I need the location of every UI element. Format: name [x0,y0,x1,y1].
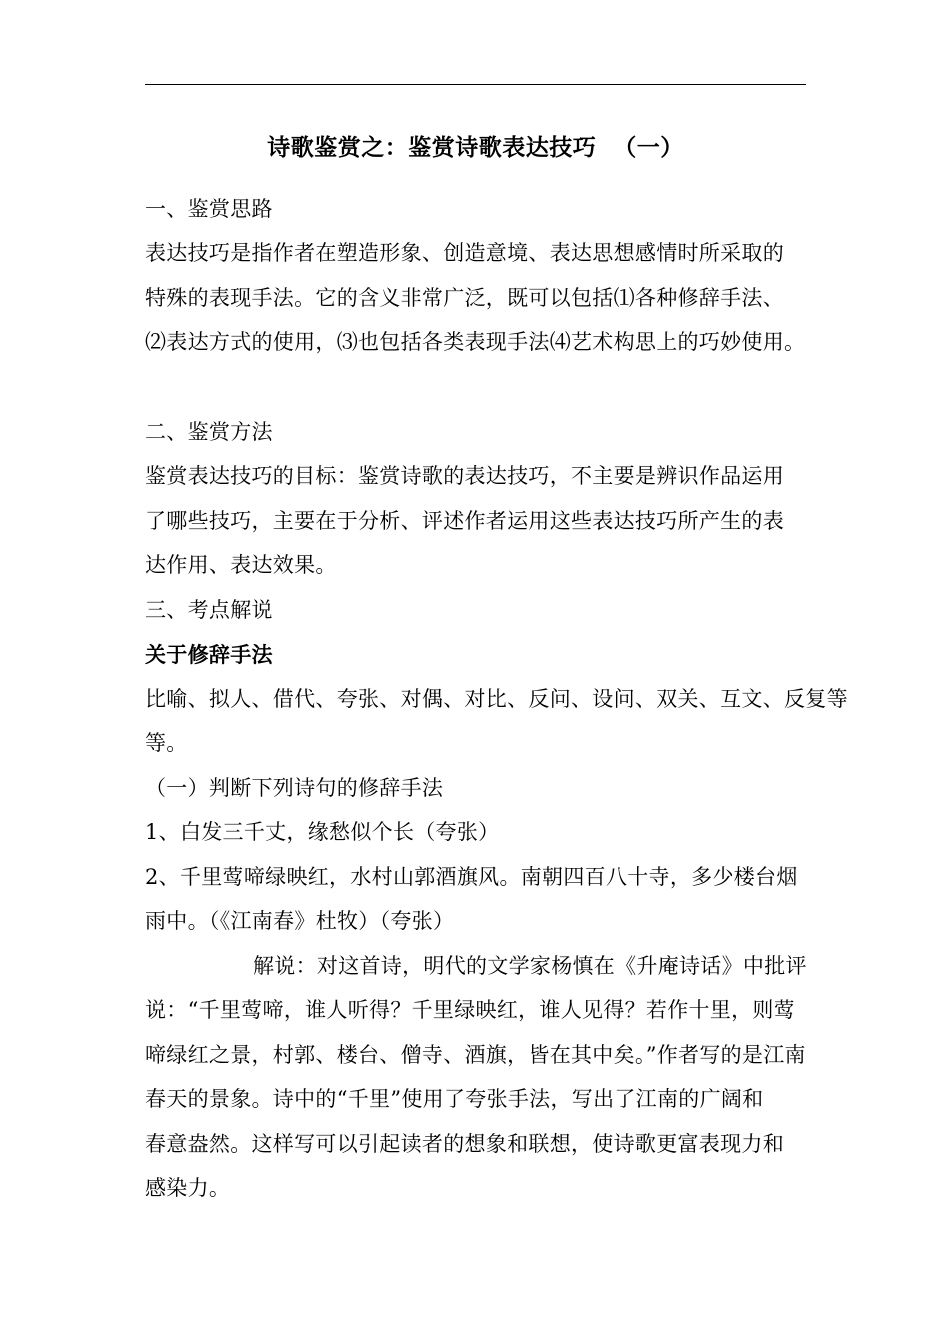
explanation-line-4: 春天的景象。诗中的“千里”使用了夸张手法，写出了江南的广阔和 [145,1087,764,1111]
explanation-line-3: 啼绿红之景，村郭、楼台、僧寺、酒旗，皆在其中矣。”作者写的是江南 [145,1043,806,1067]
explanation-line-6: 感染力。 [145,1176,231,1200]
section2-line-2: 了哪些技巧，主要在于分析、评述作者运用这些表达技巧所产生的表 [145,509,784,533]
exercise-item-1: 1、白发三千丈，缘愁似个长（夸张） [145,820,500,844]
exercise-heading: （一）判断下列诗句的修辞手法 [145,776,444,800]
section2-line-1: 鉴赏表达技巧的目标：鉴赏诗歌的表达技巧，不主要是辨识作品运用 [145,464,784,488]
rhetoric-list-line-1: 比喻、拟人、借代、夸张、对偶、对比、反问、设问、双关、互文、反复等 [145,687,848,711]
exercise-item-2-line-1: 2、千里莺啼绿映红，水村山郭酒旗风。南朝四百八十寺，多少楼台烟 [145,865,798,889]
section1-line-3: ⑵表达方式的使用，⑶也包括各类表现手法⑷艺术构思上的巧妙使用。 [145,330,806,354]
explanation-line-2: 说：“千里莺啼，谁人听得？千里绿映红，谁人见得？若作十里，则莺 [145,998,796,1022]
section2-line-3: 达作用、表达效果。 [145,553,337,577]
rhetoric-list-line-2: 等。 [145,731,188,755]
rhetoric-subheading: 关于修辞手法 [145,642,273,667]
section2-heading: 二、鉴赏方法 [145,420,273,444]
section1-line-2: 特殊的表现手法。它的含义非常广泛，既可以包括⑴各种修辞手法、 [145,286,784,310]
section1-line-1: 表达技巧是指作者在塑造形象、创造意境、表达思想感情时所采取的 [145,241,784,265]
header-rule [145,84,806,85]
page-title: 诗歌鉴赏之：鉴赏诗歌表达技巧 （一） [267,134,684,161]
explanation-line-5: 春意盎然。这样写可以引起读者的想象和联想，使诗歌更富表现力和 [145,1132,784,1156]
explanation-line-1: 解说：对这首诗，明代的文学家杨慎在《升庵诗话》中批评 [253,954,807,978]
exercise-item-2-line-2: 雨中。（《江南春》杜牧）（夸张） [145,909,455,933]
section3-heading: 三、考点解说 [145,598,273,622]
section1-heading: 一、鉴赏思路 [145,197,273,221]
